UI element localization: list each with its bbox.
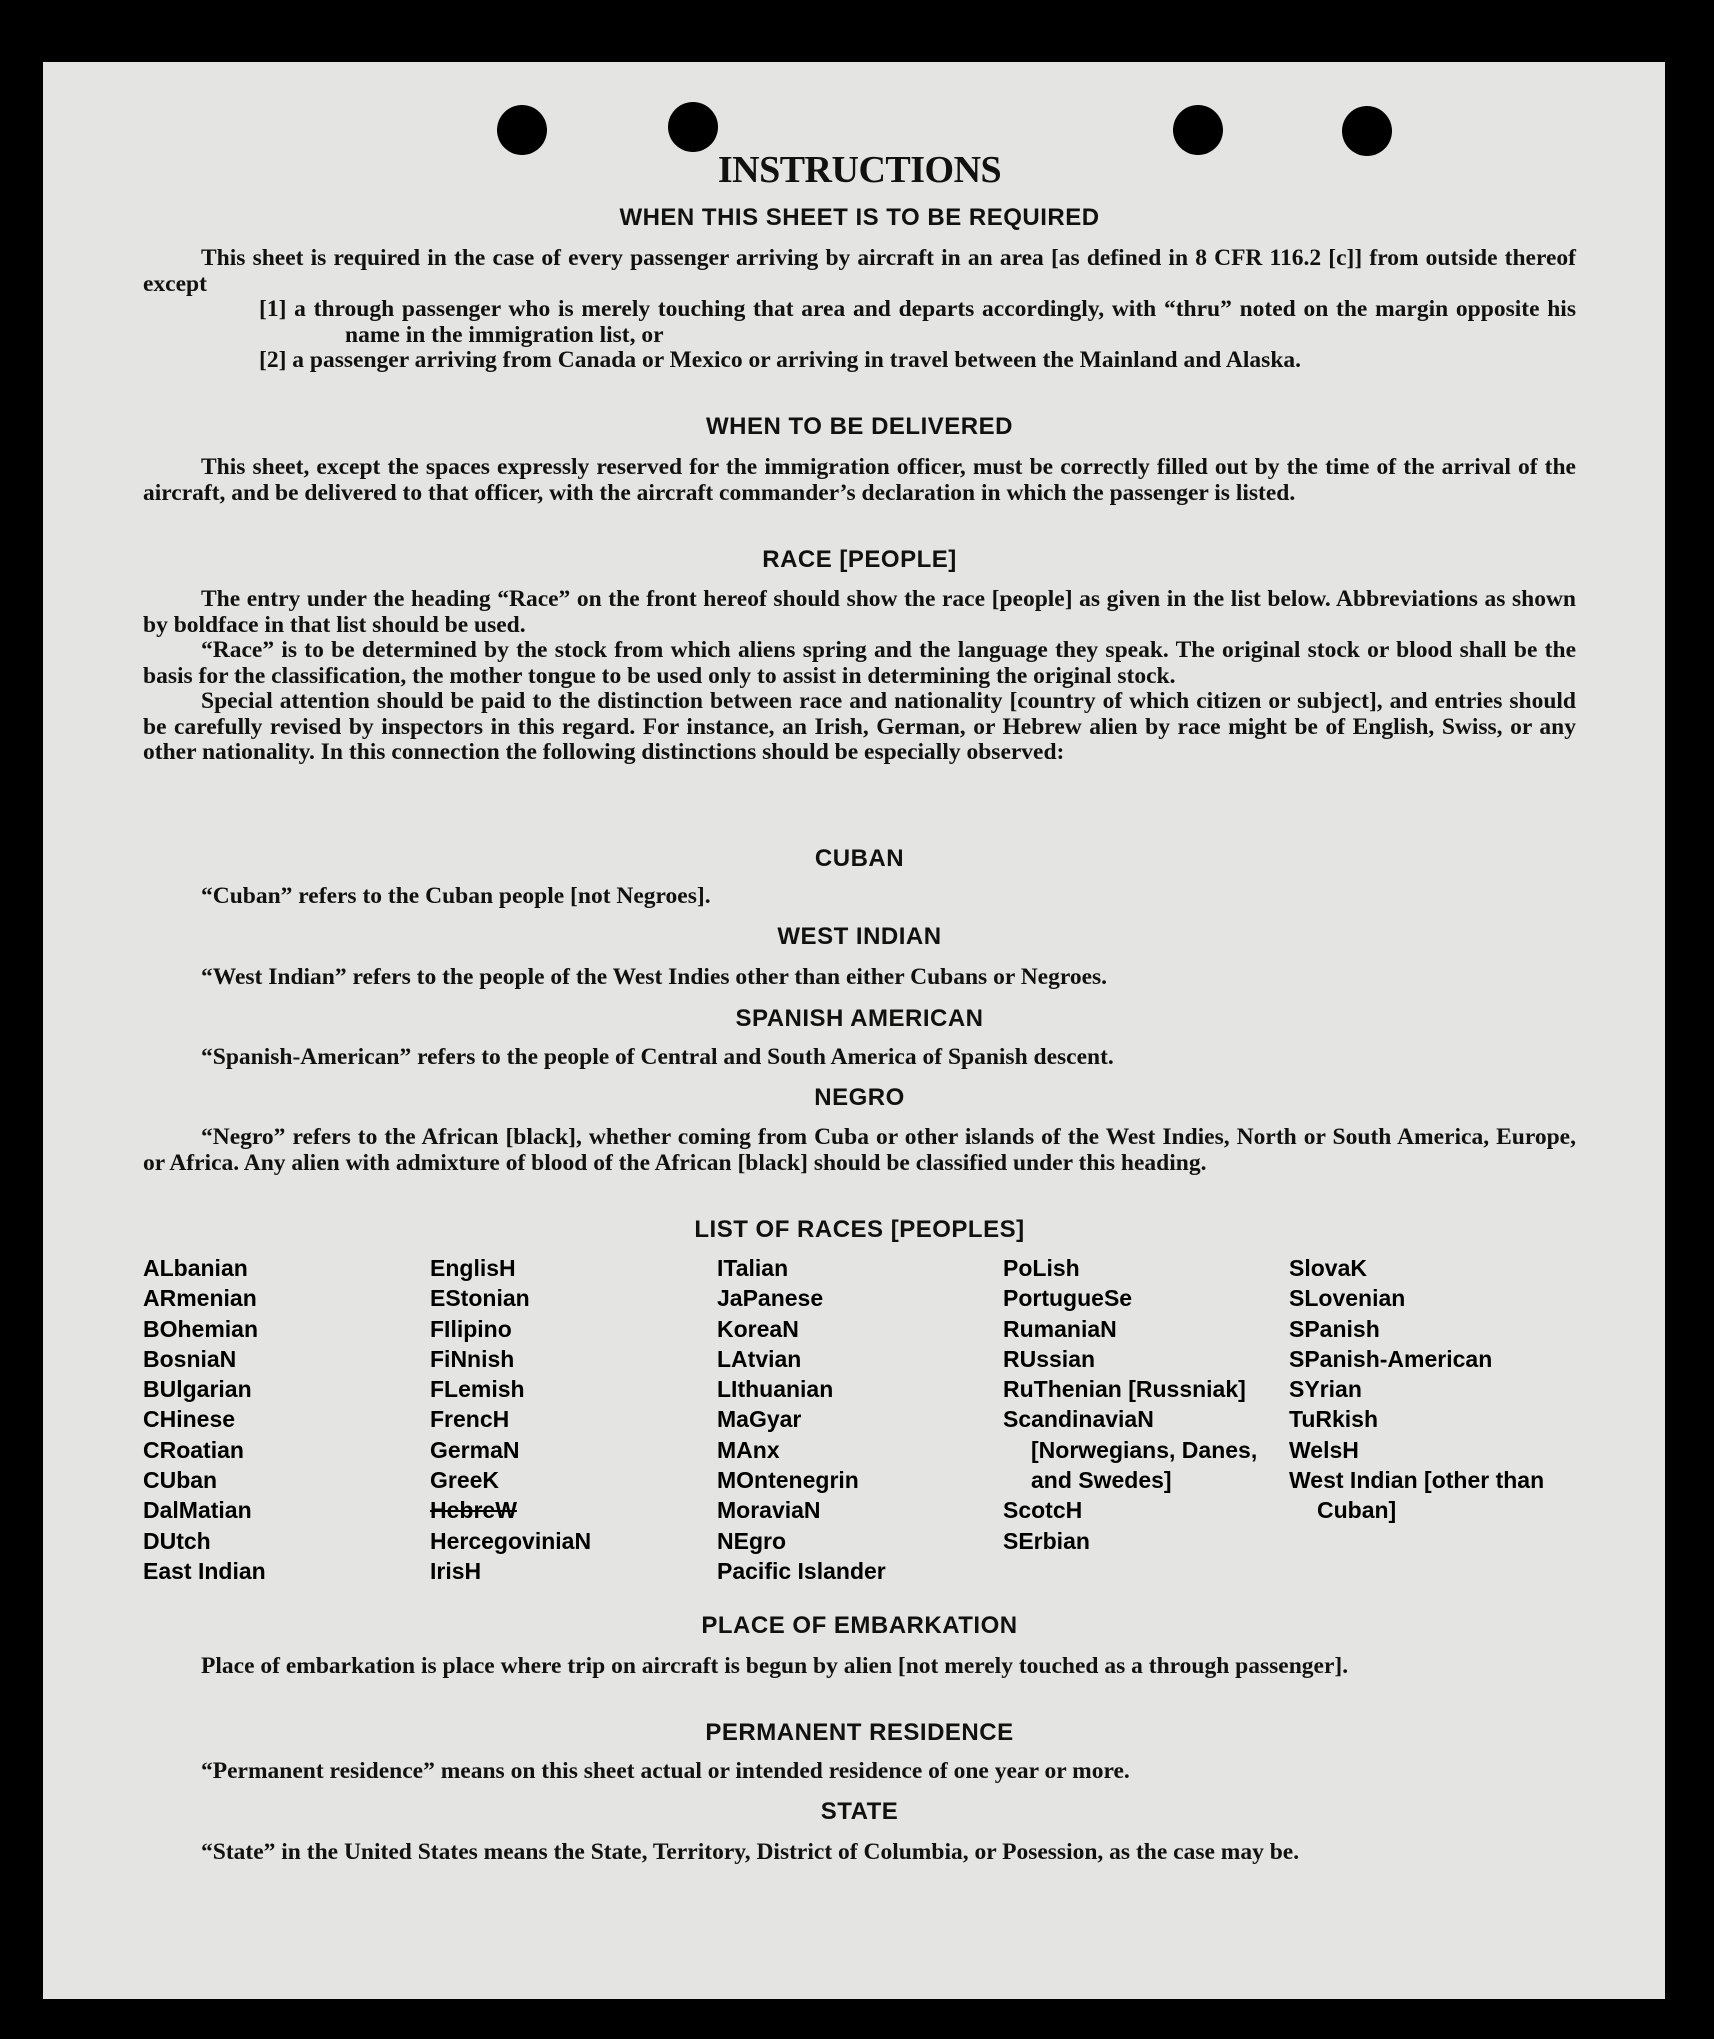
race-entry: CHinese — [143, 1406, 236, 1433]
race-entry: JaPanese — [717, 1285, 824, 1312]
race-entry: HercegoviniaN — [430, 1527, 592, 1554]
race-entry: CUban — [143, 1467, 218, 1494]
race-entry: DalMatian — [143, 1497, 252, 1524]
heading-cuban: CUBAN — [814, 845, 905, 872]
race-entry: SYrian — [1289, 1376, 1362, 1403]
race-entry: TuRkish — [1289, 1406, 1379, 1433]
race-section — [143, 587, 1576, 766]
race-entry: CRoatian — [143, 1436, 244, 1463]
race-entry: SPanish-American — [1289, 1345, 1493, 1372]
heading-west-indian: WEST INDIAN — [777, 923, 942, 950]
race-entry: GermaN — [430, 1436, 520, 1463]
race-entry: LIthuanian — [717, 1376, 834, 1403]
heading-spanish-american: SPANISH AMERICAN — [735, 1005, 984, 1032]
negro-section — [143, 1125, 1576, 1176]
race-entry: RumaniaN — [1003, 1315, 1117, 1342]
punch-hole — [668, 102, 718, 152]
heading-embarkation: PLACE OF EMBARKATION — [701, 1612, 1018, 1639]
race-entry: EStonian — [430, 1285, 530, 1312]
race-entry: KoreaN — [717, 1315, 799, 1342]
embarkation-text: Place of embarkation is place where trip on aircraft is begun by alien [not merely touched as a through passenger]. — [201, 1653, 1349, 1679]
race-entry: SLovenian — [1289, 1285, 1406, 1312]
race-entry: MoraviaN — [717, 1497, 821, 1524]
negro-text: “Negro” refers to the African [black], whether coming from Cuba or other islands of the West Indies, North or South America, Europe, or Africa. Any alien with admixture of blood of the African [black] should be classified under this heading. — [143, 1124, 1576, 1176]
race-entry: ScandinaviaN [Norwegians, Danes, and Swedes] — [1003, 1406, 1258, 1494]
embarkation-section — [143, 1654, 1576, 1680]
race-entry: DUtch — [143, 1527, 211, 1554]
race-entry: PortugueSe — [1003, 1285, 1133, 1312]
race-entry: FrencH — [430, 1406, 510, 1433]
race-column — [143, 1253, 413, 1586]
race-entry: RUssian — [1003, 1345, 1096, 1372]
heading-race: RACE [PEOPLE] — [762, 546, 957, 573]
race-entry: MAnx — [717, 1436, 780, 1463]
race-entry: SPanish — [1289, 1315, 1380, 1342]
race-entry: EnglisH — [430, 1255, 516, 1281]
required-exception-1: [1] a through passenger who is merely touching that area and departs accordingly, with “thru” noted on the margin opposite his name in the immigration list, or — [259, 296, 1576, 348]
race-entry: FLemish — [430, 1376, 525, 1403]
race-entry: FIlipino — [430, 1315, 512, 1342]
delivered-section — [143, 455, 1576, 506]
required-section — [143, 246, 1576, 374]
race-paragraph-3: Special attention should be paid to the distinction between race and nationality [country of which citizen or subject], and entries should be carefully revised by inspectors in this regard. For instance, an Irish, German, or Hebrew alien by race might be of English, Swiss, or any other nationality. In this connection the following distinctions should be especially observed: — [143, 688, 1576, 765]
cuban-text: “Cuban” refers to the Cuban people [not Negroes]. — [201, 883, 711, 909]
race-entry: ScotcH — [1003, 1497, 1083, 1524]
heading-list-of-races: LIST OF RACES [PEOPLES] — [694, 1216, 1025, 1243]
heading-state: STATE — [820, 1798, 899, 1825]
heading-negro: NEGRO — [814, 1084, 905, 1111]
cuban-section — [143, 884, 1576, 910]
state-section — [143, 1840, 1576, 1866]
heading-when-delivered: WHEN TO BE DELIVERED — [706, 413, 1013, 440]
race-column — [430, 1253, 700, 1586]
race-column — [717, 1253, 987, 1586]
race-entry: West Indian [other than Cuban] — [1289, 1467, 1545, 1524]
required-exception-2: [2] a passenger arriving from Canada or Mexico or arriving in travel between the Mainland and Alaska. — [259, 347, 1302, 373]
race-entry: IrisH — [430, 1557, 482, 1584]
race-entry: ARmenian — [143, 1285, 257, 1312]
race-entry: Pacific Islander — [717, 1557, 886, 1584]
heading-when-required: WHEN THIS SHEET IS TO BE REQUIRED — [619, 204, 1100, 231]
race-entry: BosniaN — [143, 1345, 237, 1372]
race-entry: SlovaK — [1289, 1255, 1367, 1281]
race-entry: BOhemian — [143, 1315, 259, 1342]
page-title: INSTRUCTIONS — [717, 149, 1002, 191]
race-entry: NEgro — [717, 1527, 786, 1554]
west-indian-text: “West Indian” refers to the people of the West Indies other than either Cubans or Negroes. — [201, 964, 1108, 990]
race-entry: SErbian — [1003, 1527, 1090, 1554]
race-entry: GreeK — [430, 1467, 500, 1494]
required-intro: This sheet is required in the case of every passenger arriving by aircraft in an area [as defined in 8 CFR 116.2 [c]] from outside thereof except — [143, 245, 1576, 297]
race-column — [1289, 1253, 1559, 1526]
delivered-text: This sheet, except the spaces expressly reserved for the immigration officer, must be correctly filled out by the time of the arrival of the aircraft, and be delivered to that officer, with the aircraft commander’s declaration in which the passenger is listed. — [143, 454, 1576, 506]
race-entry: ITalian — [717, 1255, 789, 1281]
heading-permanent-residence: PERMANENT RESIDENCE — [705, 1719, 1014, 1746]
race-entry: ALbanian — [143, 1255, 248, 1281]
race-paragraph-2: “Race” is to be determined by the stock from which aliens spring and the language they speak. The original stock or blood shall be the basis for the classification, the mother tongue to be used only to assist in determining the original stock. — [143, 637, 1576, 689]
race-entry: PoLish — [1003, 1255, 1080, 1281]
race-entry: MaGyar — [717, 1406, 802, 1433]
race-entry: FiNnish — [430, 1345, 515, 1372]
residence-text: “Permanent residence” means on this sheet actual or intended residence of one year or more. — [201, 1758, 1130, 1784]
race-entry: LAtvian — [717, 1345, 802, 1372]
west-indian-section — [143, 965, 1576, 991]
race-entry: RuThenian [Russniak] — [1003, 1376, 1246, 1403]
race-entry: WelsH — [1289, 1436, 1359, 1463]
races-list — [143, 1253, 1593, 1583]
race-entry: East Indian — [143, 1557, 266, 1584]
race-column — [1003, 1253, 1273, 1556]
race-entry: HebreW — [430, 1497, 517, 1524]
race-entry: MOntenegrin — [717, 1467, 859, 1494]
residence-section — [143, 1759, 1576, 1785]
spanish-american-text: “Spanish-American” refers to the people of Central and South America of Spanish descent. — [201, 1044, 1114, 1070]
spanish-american-section — [143, 1045, 1576, 1071]
state-text: “State” in the United States means the State, Territory, District of Columbia, or Posession, as the case may be. — [201, 1839, 1300, 1865]
race-paragraph-1: The entry under the heading “Race” on the front hereof should show the race [people] as given in the list below. Abbreviations as shown by boldface in that list should be used. — [143, 586, 1576, 638]
race-entry: BUlgarian — [143, 1376, 252, 1403]
